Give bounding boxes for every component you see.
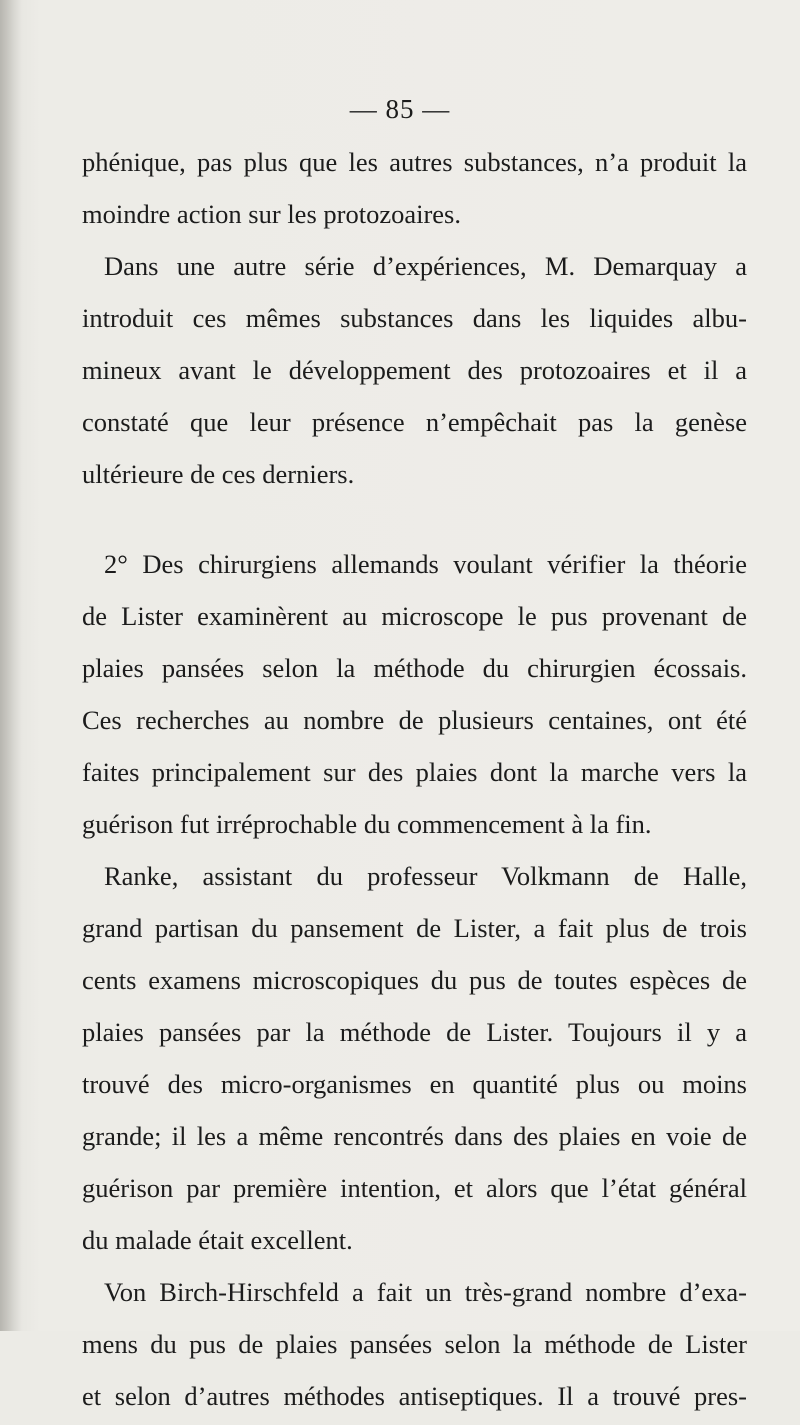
paragraph: [82, 1269, 747, 1425]
text-line: guérison par première intention, et alors que l’état général: [82, 1173, 747, 1203]
text-line: 2° Des chirurgiens allemands voulant vérifier la théorie: [104, 549, 747, 579]
text-line: grand partisan du pansement de Lister, a fait plus de trois: [82, 913, 747, 943]
paragraph: [82, 853, 747, 1269]
text-line: mineux avant le développement des protozoaires et il a: [82, 355, 747, 385]
text-line: moindre action sur les protozoaires.: [82, 199, 461, 229]
body-text: [82, 139, 747, 1425]
text-line: grande; il les a même rencontrés dans des plaies en voie de: [82, 1121, 747, 1151]
paragraph: [82, 139, 747, 243]
text-line: phénique, pas plus que les autres substances, n’a produit la: [82, 147, 747, 177]
text-line: ultérieure de ces derniers.: [82, 459, 355, 489]
text-line: plaies pansées selon la méthode du chirurgien écossais.: [82, 653, 747, 683]
text-line: et selon d’autres méthodes antiseptiques. Il a trouvé pres-: [82, 1381, 747, 1411]
text-line: de Lister examinèrent au microscope le pus provenant de: [82, 601, 747, 631]
paragraph: [82, 541, 747, 853]
binding-shadow: [0, 0, 22, 1331]
paragraph: [82, 243, 747, 503]
text-line: introduit ces mêmes substances dans les liquides albu-: [82, 303, 747, 333]
text-line: Ranke, assistant du professeur Volkmann de Halle,: [104, 861, 747, 891]
text-line: Ces recherches au nombre de plusieurs centaines, ont été: [82, 705, 747, 735]
page-number: — 85 —: [349, 94, 451, 124]
text-line: mens du pus de plaies pansées selon la méthode de Lister: [82, 1329, 747, 1359]
text-line: cents examens microscopiques du pus de toutes espèces de: [82, 965, 747, 995]
text-line: Von Birch-Hirschfeld a fait un très-grand nombre d’exa-: [104, 1277, 747, 1307]
text-line: trouvé des micro-organismes en quantité plus ou moins: [82, 1069, 747, 1099]
text-line: Dans une autre série d’expériences, M. Demarquay a: [104, 251, 747, 281]
text-line: plaies pansées par la méthode de Lister. Toujours il y a: [82, 1017, 747, 1047]
text-line: constaté que leur présence n’empêchait pas la genèse: [82, 407, 747, 437]
paragraph-gap: [82, 503, 747, 541]
text-line: faites principalement sur des plaies dont la marche vers la: [82, 757, 747, 787]
text-line: guérison fut irréprochable du commencement à la fin.: [82, 809, 652, 839]
text-line: du malade était excellent.: [82, 1225, 353, 1255]
